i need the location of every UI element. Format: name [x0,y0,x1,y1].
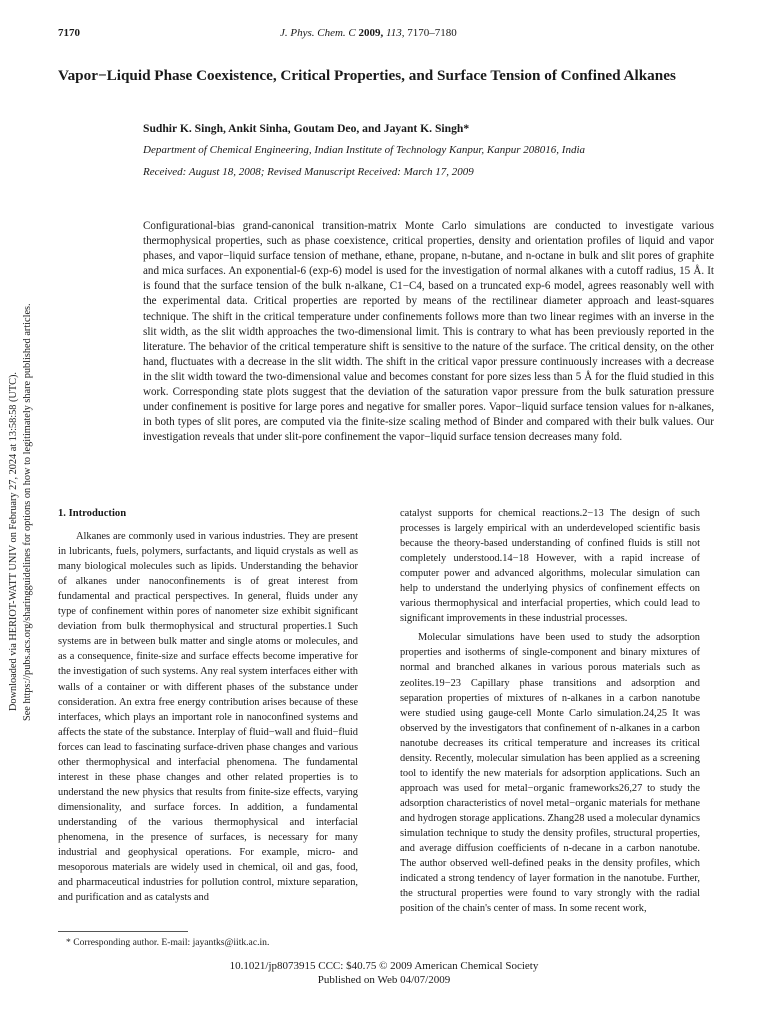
side-note-line-1: Downloaded via HERIOT-WATT UNIV on February 27, 2024 at 13:58:58 (UTC). [8,372,19,711]
journal-volume: 113, [386,27,405,39]
journal-pages: 7170–7180 [407,27,457,39]
page-number: 7170 [58,27,80,39]
abstract: Configurational-bias grand-canonical transition-matrix Monte Carlo simulations are conducted to investigate various thermophysical properties, such as phase coexistence, critical properties, density and orientation profiles of liquid and vapor phases, and vapor−liquid surface tension of methane, ethane, propane, n-butane, and n-octane in bulk and slit pores of graphite and mica surfaces. An exponential-6 (exp-6) model is used for the investigation of normal alkanes with a cutoff radius, 15 Å. It is found that the surface tension of the bulk n-alkane, C1−C4, based on a truncated exp-6 model, agrees reasonably well with the experimental data. Critical properties are reported by means of the rectilinear diameter approach and least-squares technique. The shift in the critical temperature under confinements follows more than two linear regimes with an inverse in the slit width, as the slit width approaches the two-dimensional limit. This is contrary to what has been previously reported in the literature. The behavior of the critical temperature shift is sensitive to the nature of the surface. The critical density, on the other hand, fluctuates with a decrease in the slit width. The shift in the critical vapor pressure continuously increases with a decrease in the slit width toward the two-dimensional value and becomes constant for pore sizes less than 5 Å for the fluid studied in this work. Corresponding state plots suggest that the deviation of the saturation vapor pressure from the bulk saturation pressure under confinement is positive for large pores and negative for smaller pores. Vapor−liquid surface tension values for n-alkanes, in both types of slit pores, are computed via the finite-size scaling method of Binder and compared with their bulk values. Our investigation reveals that under slit-pore confinement the vapor−liquid surface tension decreases many fold. [143,220,714,444]
intro-paragraph-right-1: catalyst supports for chemical reactions.2−13 The design of such processes is largely empirical with an underdeveloped scientific basis because the theory-based understanding of confined fluids is still not completely understood.14−18 However, with a rapid increase of computer power and advanced algorithms, molecular simulation can help to understand the underlying physics of confinement effects on various thermophysical and interfacial properties, which could lead to significant improvements in these industrial processes. [400,508,700,625]
section-heading: 1. Introduction [58,508,127,519]
footnote-divider [58,931,188,932]
intro-paragraph-left: Alkanes are commonly used in various industries. They are present in lubricants, fuels, polymers, surfactants, and liquid crystals as well as many biological molecules such as lipids. Understanding the behavior of alkanes under nanoconfinements is of great interest from fundamental and practical perspectives. In general, fluids under any type of confinement within pores of nanometer size exhibit significant deviation from bulk thermophysical and structural properties.1 Such systems are in between bulk matter and single atoms or molecules, and as a consequence, finite-size and surface effects become imperative for the investigation of such systems. Any real system interfaces either with walls of a container or with different phases of the substance under consideration. An extra free energy contribution arises because of these interfaces, which plays an important role in nanoconfined systems and affects the state of the substance. Interplay of fluid−wall and fluid−fluid forces can lead to fascinating surface-driven phase changes and various other thermophysical and interfacial phenomena. The fundamental interest in these phase changes and other related properties is to understand the new physics that results from finite-size effects, varying dimensionality, and surface forces. In addition, a fundamental understanding of the various thermophysical and interfacial phenomena, in the presence of surfaces, is necessary for many industrial and geophysical operations. For example, micro- and mesoporous materials are widely used in chemical, oil and gas, food, and pharmaceutical industries for pollution control, mixture separation, and purification and as catalysts and [58,531,358,904]
corresponding-author-footnote: * Corresponding author. E-mail: jayantks@iitk.ac.in. [66,937,270,948]
left-column [58,506,358,905]
right-column [400,506,700,916]
side-note-line-2: See https://pubs.acs.org/sharingguidelines for options on how to legitimately share published articles. [22,303,33,721]
intro-paragraph-right-2: Molecular simulations have been used to study the adsorption properties and isotherms of single-component and binary mixtures of normal and branched alkanes in various porous materials such as zeolites.19−23 Capillary phase transitions and adsorption and separation properties of mixtures of n-alkanes in a carbon nanotube were studied using gauge-cell Monte Carlo simulation.24,25 It was observed by the investigators that confinement of n-alkanes in a carbon nanotube decreases its critical temperature and increases its critical density. Recently, molecular simulation has been applied as a screening tool to identify the new materials for adsorption applications. Such an approach was used for metal−organic frameworks26,27 to study the adsorption characteristics of novel metal−organic materials for methane and hydrogen storage applications. Zhang28 used a molecular dynamics simulation technique to study the density profiles, structural properties, and average diffusion coefficients of n-decane in a carbon nanotube. The author observed well-defined peaks in the density profiles, which indicated a strong tendency of layer formation in the nanotube. Further, the structural properties were found to vary strongly with the radial position of the chain's center of mass. In some recent work, [400,632,700,915]
journal-abbrev: J. Phys. Chem. C [280,27,356,39]
journal-citation [280,27,457,39]
download-side-note [2,296,42,726]
received-dates: Received: August 18, 2008; Revised Manuscript Received: March 17, 2009 [143,166,474,178]
journal-year: 2009, [358,27,384,39]
paper-title: Vapor−Liquid Phase Coexistence, Critical Properties, and Surface Tension of Confined Alkanes [58,67,676,84]
author-list: Sudhir K. Singh, Ankit Sinha, Goutam Deo, and Jayant K. Singh* [143,122,470,135]
published-date-line: Published on Web 04/07/2009 [317,974,451,986]
affiliation: Department of Chemical Engineering, Indian Institute of Technology Kanpur, Kanpur 208016, India [143,144,586,156]
doi-copyright-line: 10.1021/jp8073915 CCC: $40.75 © 2009 American Chemical Society [229,960,539,972]
